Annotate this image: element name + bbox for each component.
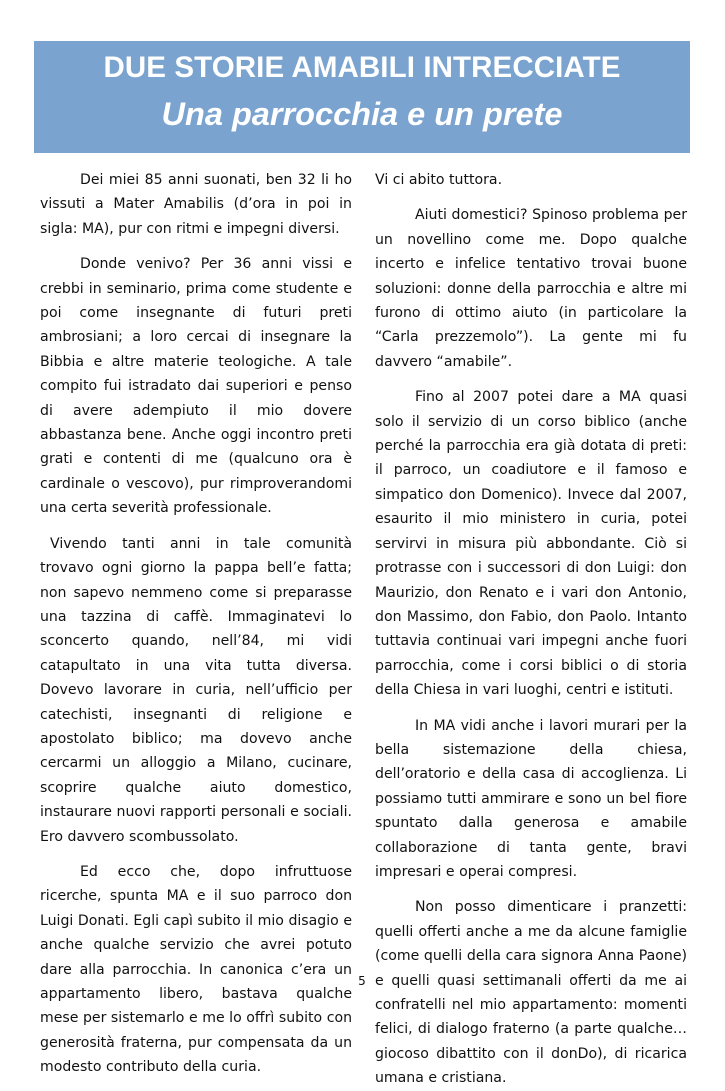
paragraph: Dei miei 85 anni suonati, ben 32 li ho vissuti a Mater Amabilis (d’ora in poi in sigla: MA), pur con ritmi e impegni diversi. xyxy=(40,172,352,237)
right-column xyxy=(375,168,687,1091)
paragraph: In MA vidi anche i lavori murari per la bella sistemazione della chiesa, dell’oratorio e della casa di accoglienza. Li possiamo tutti ammirare e sono un bel fiore spuntato dalla generosa e amabile collaborazione di tanta gente, bravi impresari e operai compresi. xyxy=(375,717,687,880)
page-title: DUE STORIE AMABILI INTRECCIATE xyxy=(103,51,621,84)
paragraph: Donde venivo? Per 36 anni vissi e crebbi in seminario, prima come studente e poi come insegnante di futuri preti ambrosiani; a loro cercai di insegnare la Bibbia e altre materie teologiche. A tale compito fui istradato dai superiori e penso di avere adempiuto il mio dovere abbastanza bene. Anche oggi incontro preti grati e contenti di me (qualcuno ora è cardinale o vescovo), pur rimproverandomi una certa severità professionale. xyxy=(40,256,352,517)
paragraph: Non posso dimenticare i pranzetti: quelli offerti anche a me da alcune famiglie (come quelli della cara signora Anna Paone) e quelli quasi settimanali offerti da me ai confratelli nel mio appartamento: momenti felici, di dialogo fraterno (a parte qualche…giocoso dibattito con il donDo), di ricarica umana e cristiana. xyxy=(375,899,687,1087)
paragraph: Vi ci abito tuttora. xyxy=(375,172,503,188)
page-subtitle: Una parrocchia e un prete xyxy=(161,96,563,132)
paragraph: Ed ecco che, dopo infruttuose ricerche, spunta MA e il suo parroco don Luigi Donati. Egli capì subito il mio disagio e anche qualche servizio che avrei potuto dare alla parrocchia. In canonica c’era un appartamento libero, bastava qualche mese per sistemarlo e me lo offrì subito con generosità fraterna, pur compensata da un modesto contributo della curia. xyxy=(40,863,352,1076)
page-number: 5 xyxy=(358,974,366,988)
paragraph: Fino al 2007 potei dare a MA quasi solo il servizio di un corso biblico (anche perché la parrocchia era già dotata di preti: il parroco, un coadiutore e il famoso e simpatico don Domenico). Invece dal 2007, esaurito il mio ministero in curia, potei servirvi in misura più abbondante. Ciò si protrasse con i successori di don Luigi: don Maurizio, don Renato e i vari don Antonio, don Massimo, don Fabio, don Paolo. Intanto tuttavia continuai vari impegni anche fuori parrocchia, come i corsi biblici o di storia della Chiesa in vari luoghi, centri e istituti. xyxy=(375,389,687,699)
title-banner xyxy=(34,41,690,153)
left-column xyxy=(40,168,352,1080)
paragraph: Vivendo tanti anni in tale comunità trovavo ogni giorno la pappa bell’e fatta; non sapevo nemmeno come si preparasse una tazzina di caffè. Immaginatevi lo sconcerto quando, nell’84, mi vidi catapultato in una vita tutta diversa. Dovevo lavorare in curia, nell’ufficio per catechisti, insegnanti di religione e apostolato biblico; ma dovevo anche cercarmi un alloggio a Milano, cucinare, scoprire qualche aiuto domestico, instaurare nuovi rapporti personali e sociali. Ero davvero scombussolato. xyxy=(40,535,352,845)
paragraph: Aiuti domestici? Spinoso problema per un novellino come me. Dopo qualche incerto e infelice tentativo trovai buone soluzioni: donne della parrocchia e altre mi furono di ottimo aiuto (in particolare la “Carla prezzemolo”). La gente mi fu davvero “amabile”. xyxy=(375,207,687,370)
